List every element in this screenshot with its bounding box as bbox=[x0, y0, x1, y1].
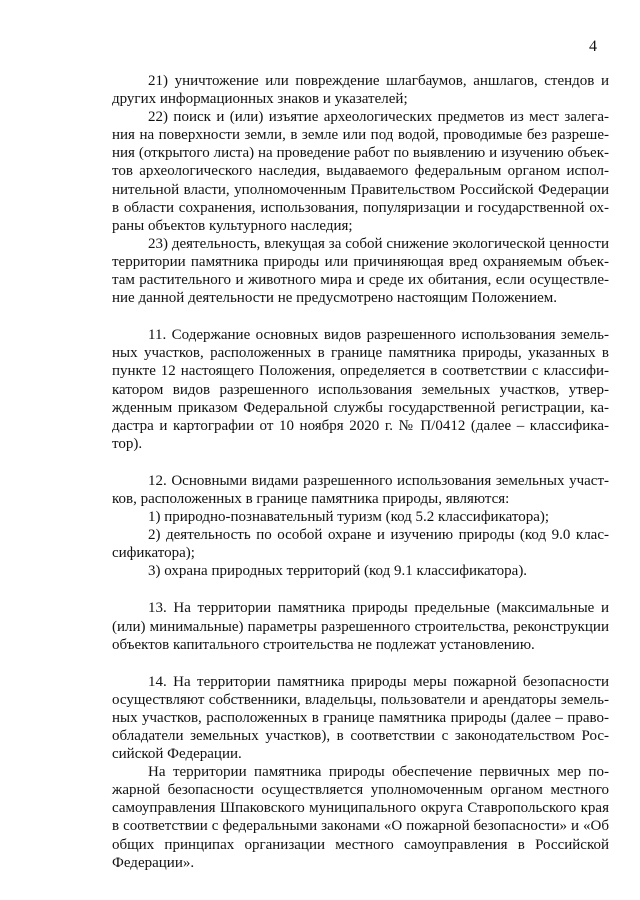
section-13-paragraph: 13. На территории памятника природы предельные (максимальные и (или) минимальные) параметры разрешенного строительства, реконструкции объектов капитального строительства не подлежат установлению. bbox=[112, 600, 609, 653]
list-item-22: 22) поиск и (или) изъятие археологических предметов из мест залегания на поверхности земли, в земле или под водой, проводимые без разрешения (открытого листа) на проведение работ по выявлению и изучению объектов археологического наследия, выдаваемого федеральным органом исполнительной власти, уполномоченным Правительством Российской Федерации в области сохранения, использования, популяризации и государственной охраны объектов культурного наследия; bbox=[112, 109, 609, 234]
section-12-item-1: 1) природно-познавательный туризм (код 5.2 классификатора); bbox=[148, 509, 550, 526]
document-body bbox=[112, 72, 609, 872]
list-item-21: 21) уничтожение или повреждение шлагбаумов, аншлагов, стендов и других информационных знаков и указателей; bbox=[112, 73, 609, 108]
section-12-paragraph: 12. Основными видами разрешенного использования земельных участков, расположенных в границе памятника природы, являются: bbox=[112, 472, 609, 507]
section-12-item-3: 3) охрана природных территорий (код 9.1 классификатора). bbox=[148, 563, 528, 580]
list-item-23: 23) деятельность, влекущая за собой снижение экологической ценности территории памятника природы или причиняющая вред охраняемым объектам растительного и животного мира и среде их обитания, если осуществление данной деятельности не предусмотрено настоящим Положением. bbox=[112, 235, 609, 307]
section-14-paragraph: 14. На территории памятника природы меры пожарной безопасности осуществляют собственники, владельцы, пользователи и арендаторы земельных участков, расположенных в границе памятника природы (далее – правообладатели земельных участков), в соответствии с законодательством Российской Федерации. bbox=[112, 673, 609, 763]
page-number: 4 bbox=[589, 38, 597, 55]
section-12-item-2: 2) деятельность по особой охране и изучению природы (код 9.0 классификатора); bbox=[112, 527, 609, 562]
section-11-paragraph: 11. Содержание основных видов разрешенного использования земельных участков, расположенных в границе памятника природы, указанных в пункте 12 настоящего Положения, определяется в соответствии с классификатором видов разрешенного использования земельных участков, утвержденным приказом Федеральной службы государственной регистрации, кадастра и картографии от 10 ноября 2020 г. № П/0412 (далее – классификатор). bbox=[112, 327, 609, 452]
section-14-paragraph-2: На территории памятника природы обеспечение первичных мер пожарной безопасности осуществляется уполномоченным органом местного самоуправления Шпаковского муниципального округа Ставропольского края в соответствии с федеральными законами «О пожарной безопасности» и «Об общих принципах организации местного самоуправления в Российской Федерации». bbox=[112, 764, 609, 871]
